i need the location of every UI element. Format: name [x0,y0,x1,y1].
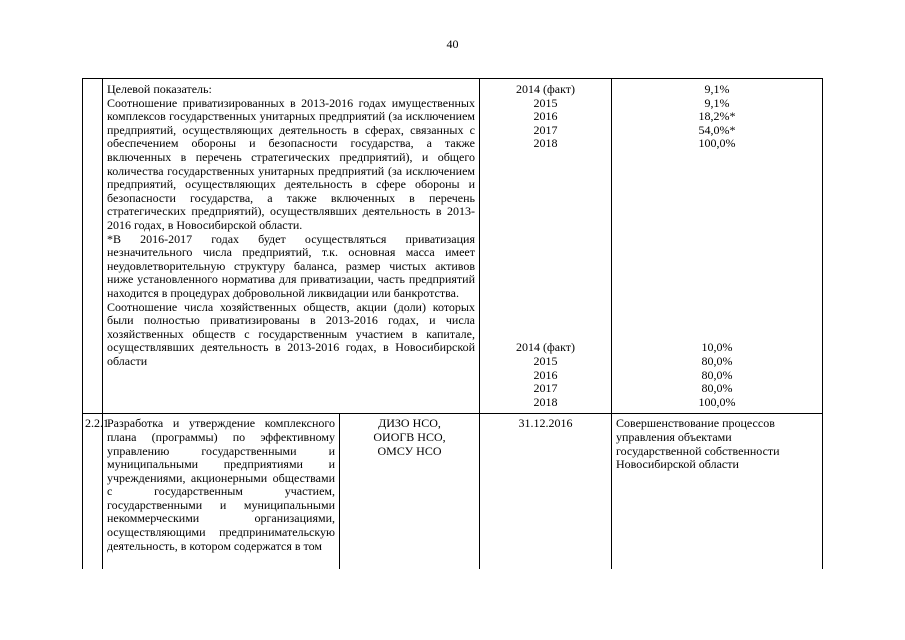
deadline-cell [480,414,612,570]
year-item: 2016 [533,367,558,382]
indicator-text-cell [103,79,480,414]
indicator-1-text: Соотношение приватизированных в 2013-2016 годах имущественных комплексов государственных унитарных предприятий (за исключением предприятий, осуществляющих деятельность в сферах, связанных с обеспечением обороны и безопасности государства, а также включенных в перечень стратегических предприятий), и общего количества государственных унитарных предприятий (за исключением предприятий, осуществляющих деятельность в сфере обороны и безопасности государства, а также включенных в перечень стратегических предприятий), осуществлявших деятельность в 2013-2016 годах, в Новосибирской области. [107,95,475,232]
year-item: 2017 [533,122,558,137]
indicator-row [83,79,823,414]
plan-table [82,78,823,569]
result-cell [612,414,823,570]
page-number: 40 [446,37,459,51]
value-item: 80,0% [701,381,733,396]
year-item: 2014 (факт) [515,340,575,355]
deadline: 31.12.2016 [518,416,573,431]
value-item: 9,1% [704,95,730,110]
indicator-1-values [616,83,818,151]
year-item: 2015 [533,95,558,110]
measure-result: Совершенствование процессов управления объектами государственной собственности Новосибирской области [616,416,780,472]
measure-description-cell [103,414,340,570]
year-item: 2015 [533,353,558,368]
values-cell [612,79,823,414]
value-item: 100,0% [698,394,736,409]
values-spacer [616,151,818,341]
years-cell [480,79,612,414]
value-item: 9,1% [704,82,730,96]
year-item: 2016 [533,109,558,124]
executor-item: ДИЗО НСО, [378,416,441,431]
indicator-1-years [484,83,607,151]
measure-row-2-2-1 [83,414,823,570]
value-item: 54,0%* [698,122,736,137]
value-item: 10,0% [701,340,733,355]
value-item: 18,2%* [698,109,736,124]
year-item: 2018 [533,394,558,409]
indicator-title: Целевой показатель: [107,82,212,96]
value-item: 80,0% [701,367,733,382]
indicator-2-text: Соотношение числа хозяйственных обществ, акции (доли) которых были полностью приватизированы в 2013-2016 годах, и числа хозяйственных обществ с государственным участием в капитале, осуществлявших деятельность в 2013-2016 годах, в Новосибирской области [107,299,475,368]
value-item: 100,0% [698,136,736,151]
executor-item: ОМСУ НСО [377,443,442,458]
measure-description: Разработка и утверждение комплексного плана (программы) по эффективному управлению государственными и муниципальными предприятиями и учреждениями, акционерными обществами с государственным участием, государственными и муниципальными некоммерческими организациями, осуществляющими предпринимательскую деятельность, в котором содержатся в том [107,416,335,553]
indicator-1-note: *В 2016-2017 годах будет осуществляться приватизация незначительного числа предприятий, т.к. основная масса имеет неудовлетворительную структуру баланса, размер чистых активов ниже установленного норматива для приватизации, часть предприятий находится в процедурах добровольной ликвидации или банкротства. [107,231,475,300]
year-item: 2017 [533,381,558,396]
indicator-2-years [484,341,607,409]
executor-item: ОИОГВ НСО, [373,429,446,444]
number-cell-empty [83,79,103,414]
year-item: 2018 [533,136,558,151]
measure-number: 2.2.1 [83,414,103,570]
executors-cell [340,414,480,570]
years-spacer [484,151,607,341]
year-item: 2014 (факт) [515,82,575,96]
indicator-2-values [616,341,818,409]
value-item: 80,0% [701,353,733,368]
